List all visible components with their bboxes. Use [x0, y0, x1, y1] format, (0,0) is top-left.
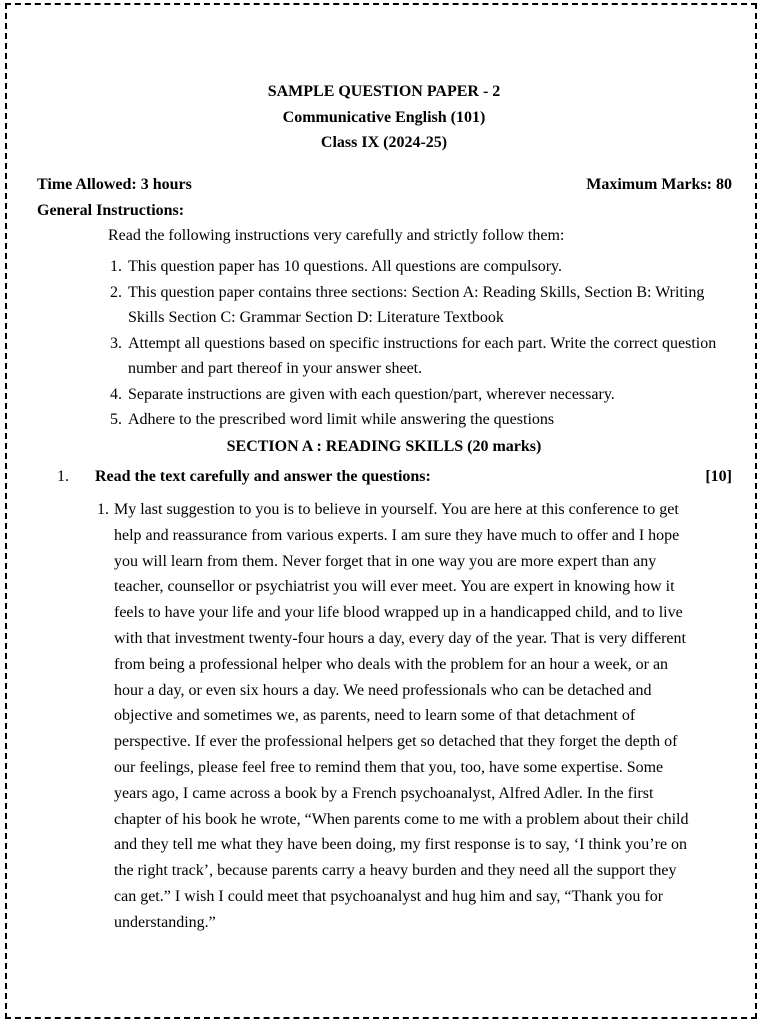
general-instructions-intro: Read the following instructions very carefully and strictly follow them: [108, 227, 565, 244]
reading-passage [97, 497, 697, 936]
instruction-number: 1. [110, 258, 122, 275]
section-a-title: SECTION A : READING SKILLS (20 marks) [226, 438, 542, 455]
instruction-number: 5. [110, 411, 122, 428]
instruction-text: Separate instructions are given with each question/part, wherever necessary. [128, 386, 615, 403]
question-text: Read the text carefully and answer the questions: [95, 468, 431, 485]
instruction-item [110, 331, 735, 381]
instruction-number: 2. [110, 284, 122, 301]
instruction-item [110, 382, 735, 407]
passage-number: 1. [97, 501, 109, 518]
general-instructions-heading: General Instructions: [37, 202, 185, 219]
passage-text: My last suggestion to you is to believe in yourself. You are here at this conference to get help and reassurance from various experts. I am sure they have much to offer and I hope you will learn from them. Never forget that in one way you are more expert than any teacher, counsellor or psychiatrist you will ever meet. You are expert in knowing how it feels to have your life and your life blood wrapped up in a handicapped child, and to live with that investment twenty-four hours a day, every day of the year. That is very different from being a professional helper who deals with the problem for an hour a week, or an hour a day, or even six hours a day. We need professionals who can be detached and objective and sometimes we, as parents, need to learn some of that detachment of perspective. If ever the professional helpers get so detached that they forget the depth of our feelings, please feel free to remind them that you, too, have some expertise. Some years ago, I came across a book by a French psychoanalyst, Alfred Adler. In the first chapter of his book he wrote, “When parents come to me with a problem about their child and they tell me what they have been doing, my first response is to say, ‘I think you’re on the right track’, because parents carry a heavy burden and they need all the support they can get.” I wish I could meet that psychoanalyst and hug him and say, “Thank you for understanding.” [114, 501, 689, 931]
maximum-marks: Maximum Marks: 80 [586, 176, 732, 193]
time-allowed: Time Allowed: 3 hours [37, 176, 192, 193]
class-title: Class IX (2024-25) [320, 134, 448, 151]
subject-title: Communicative English (101) [282, 109, 486, 126]
instruction-text: This question paper has 10 questions. All questions are compulsory. [128, 258, 563, 275]
instruction-item [110, 254, 735, 279]
paper-title: SAMPLE QUESTION PAPER - 2 [267, 83, 501, 100]
instruction-number: 3. [110, 335, 122, 352]
instruction-text: This question paper contains three sections: Section A: Reading Skills, Section B: Writing Skills Section C: Grammar Section D: Literature Textbook [128, 284, 705, 326]
instruction-text: Adhere to the prescribed word limit while answering the questions [128, 411, 555, 428]
meta-row [37, 176, 732, 194]
instruction-text: Attempt all questions based on specific instructions for each part. Write the correct question number and part thereof in your answer sheet. [128, 335, 717, 377]
instruction-number: 4. [110, 386, 122, 403]
instruction-item [110, 280, 722, 330]
instruction-item [110, 407, 735, 432]
question-number: 1. [57, 468, 69, 485]
question-marks: [10] [705, 468, 732, 485]
